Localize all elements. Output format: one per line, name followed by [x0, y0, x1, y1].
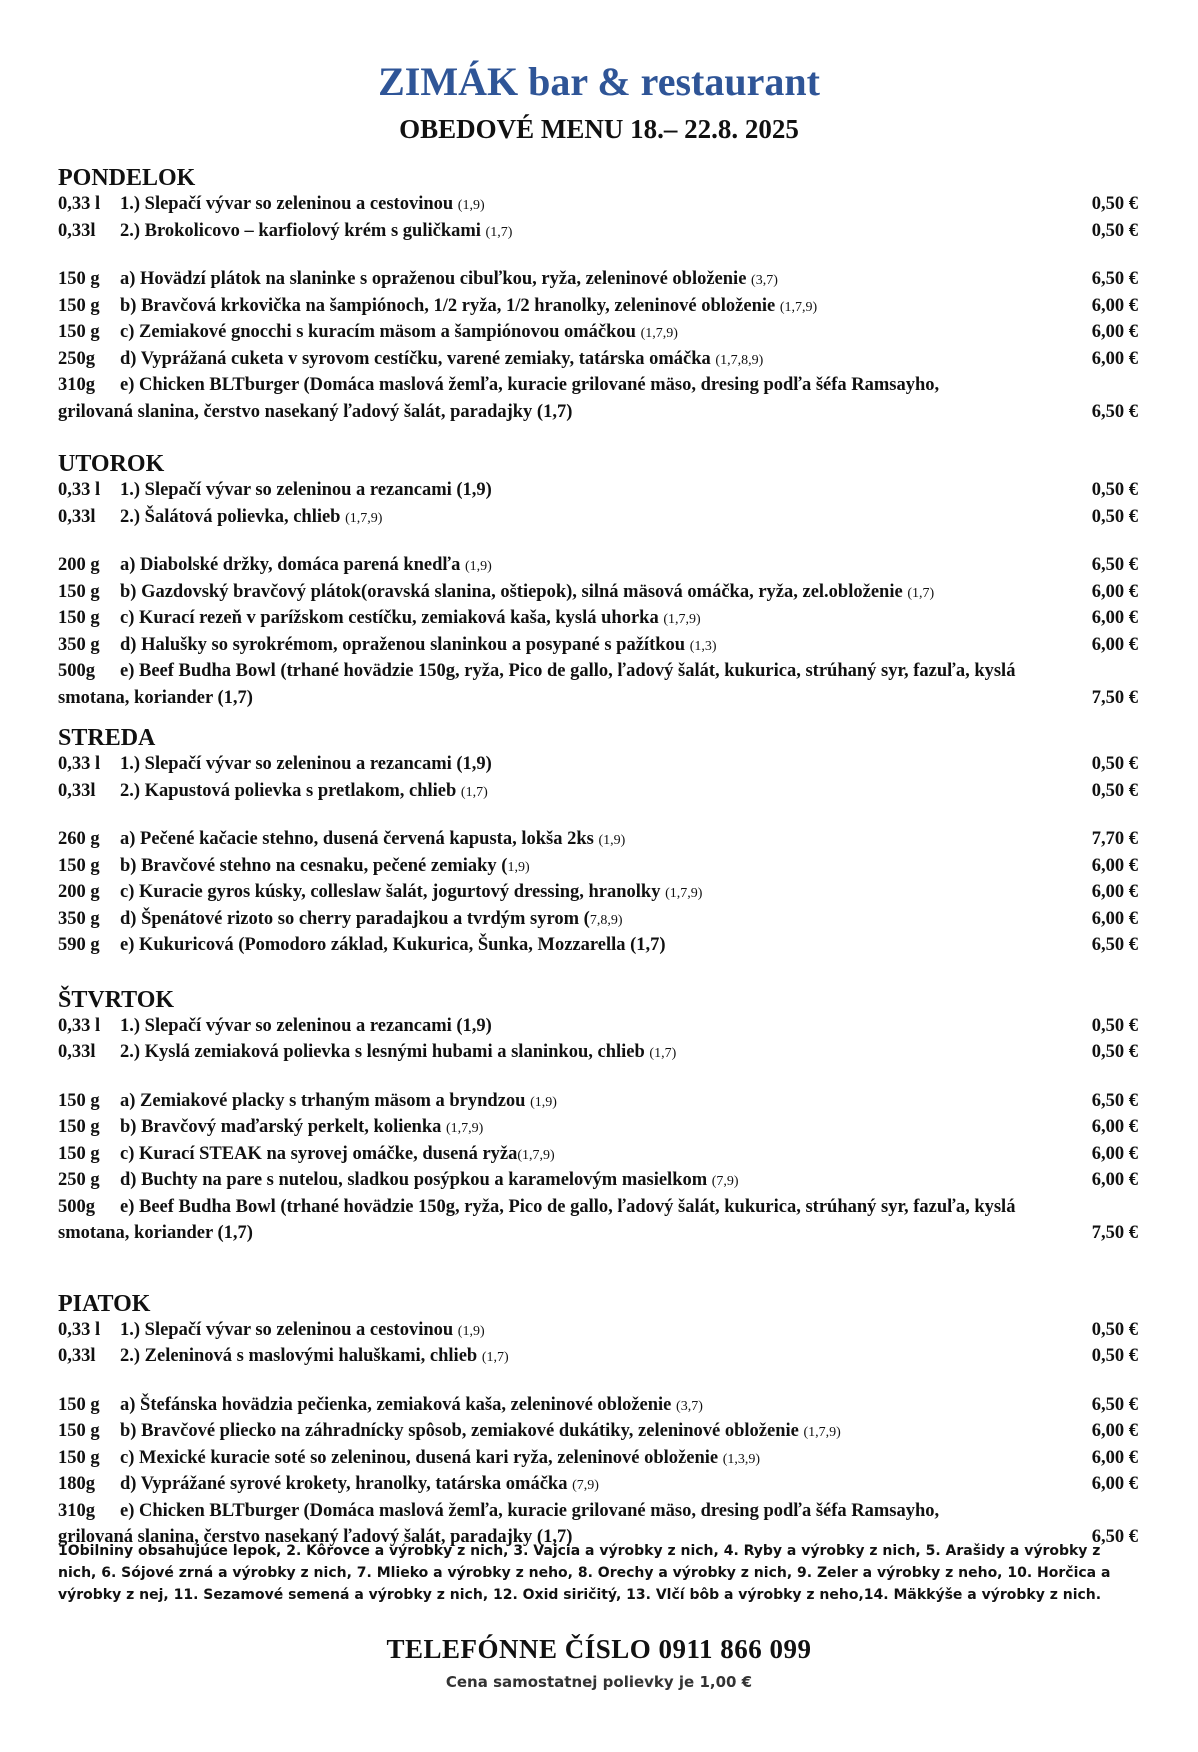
allergen-codes: (3,7) [676, 1398, 703, 1414]
dish-text: e) Kukuricová (Pomodoro základ, Kukurica, Šunka, Mozzarella (1,7) [120, 935, 666, 955]
soup-item [58, 1014, 1138, 1041]
main-dish-item [58, 1393, 1138, 1420]
weekly-menu [58, 164, 1138, 1576]
day-section [58, 1290, 1138, 1550]
main-dish-item [58, 1115, 1138, 1142]
main-dish-item [58, 1195, 1138, 1222]
dish-text: 1.) Slepačí vývar so zeleninou a cestovinou [120, 1319, 458, 1340]
dish-text: e) Chicken BLTburger (Domáca maslová žemľa, kuracie grilované mäso, dresing podľa šéfa Ramsayho, [120, 375, 940, 395]
dish-price: 0,50 € [1091, 1346, 1138, 1366]
dish-name [120, 633, 1082, 660]
dish-text: e) Chicken BLTburger (Domáca maslová žemľa, kuracie grilované mäso, dresing podľa šéfa Ramsayho, [120, 1500, 940, 1521]
dish-price: 6,00 € [1091, 1474, 1138, 1494]
allergen-codes: 1,9) [507, 859, 530, 875]
dish-name [120, 1168, 1082, 1195]
main-dish-item [58, 1168, 1138, 1195]
portion-size: 0,33l [58, 780, 96, 801]
allergen-codes: (1,7,9) [345, 510, 383, 526]
allergen-codes: (1,9) [464, 559, 492, 574]
portion-size: 590 g [58, 935, 100, 955]
dish-name [120, 1344, 1082, 1371]
dish-text: b) Bravčové pliecko na záhradnícky spôsob, zemiakové dukátiky, zeleninové obloženie [120, 1421, 804, 1441]
allergen-codes: (1,9) [530, 1094, 557, 1110]
dish-text: 2.) Zeleninová s maslovými haluškami, chlieb [120, 1346, 482, 1366]
dish-price: 0,50 € [1091, 480, 1138, 500]
portion-size: 0,33l [58, 1346, 96, 1366]
allergen-codes: 7,8,9) [589, 912, 623, 928]
allergen-codes: (7,9) [572, 1478, 599, 1493]
main-dish-item [58, 373, 1138, 400]
dish-price: 0,50 € [1091, 1319, 1138, 1340]
dish-name [120, 478, 1082, 505]
dish-price: 0,50 € [1091, 780, 1138, 801]
dish-price: 6,50 € [1091, 935, 1138, 955]
portion-size: 0,33 l [58, 1015, 101, 1036]
dish-name [120, 1446, 1082, 1473]
soup-item [58, 752, 1138, 779]
allergen-codes: (1,7,8,9) [715, 352, 764, 368]
dish-name [120, 1142, 1082, 1169]
dish-text: 2.) Kyslá zemiaková polievka s lesnými hubami a slaninkou, chlieb [120, 1042, 650, 1062]
section-spacer [58, 531, 1138, 553]
main-dish-item [58, 1499, 1138, 1526]
soup-item [58, 1318, 1138, 1345]
allergen-codes: (1,7) [907, 585, 935, 601]
dish-text-continued: smotana, koriander (1,7) [58, 1223, 253, 1243]
main-dish-item [58, 1089, 1138, 1116]
dish-price: 6,00 € [1091, 348, 1138, 369]
day-section [58, 164, 1138, 424]
portion-size: 500g [58, 661, 95, 681]
soup-item [58, 219, 1138, 246]
dish-name [120, 779, 1082, 806]
portion-size: 260 g [58, 829, 100, 849]
allergen-codes: (1,7,9) [517, 1147, 555, 1163]
main-dish-item [58, 659, 1138, 686]
main-dish-item [58, 294, 1138, 321]
portion-size: 180g [58, 1474, 95, 1494]
main-dish-item [58, 854, 1138, 881]
soup-item [58, 192, 1138, 219]
portion-size: 150 g [58, 269, 100, 289]
dish-price: 7,50 € [1091, 1223, 1138, 1243]
section-spacer [58, 1067, 1138, 1089]
dish-name [120, 267, 1082, 294]
phone-number: TELEFÓNNE ČÍSLO 0911 866 099 [386, 1634, 812, 1664]
soup-price-note: Cena samostatnej polievky je 1,00 € [445, 1673, 753, 1691]
day-name: STREDA [58, 725, 156, 751]
dish-text: c) Kuracie gyros kúsky, colleslaw šalát, jogurtový dressing, hranolky [120, 882, 666, 902]
portion-size: 150 g [58, 1421, 100, 1441]
soup-item [58, 779, 1138, 806]
allergen-codes: (1,7) [649, 1046, 677, 1061]
main-dish-item [58, 347, 1138, 374]
portion-size: 350 g [58, 634, 100, 655]
main-dish-item [58, 633, 1138, 660]
dish-text: a) Hovädzí plátok na slaninke s opraženou cibuľkou, ryža, zeleninové obloženie [120, 269, 752, 289]
allergen-codes: (1,7,9) [779, 299, 818, 315]
portion-size: 150 g [58, 1447, 100, 1468]
dish-name [120, 192, 1082, 219]
dish-price: 6,00 € [1091, 1421, 1138, 1441]
dish-continuation [58, 400, 1138, 425]
dish-price: 0,50 € [1091, 220, 1138, 241]
dish-text: d) Vyprážané syrové krokety, hranolky, tatárska omáčka [120, 1474, 573, 1494]
dish-price: 6,00 € [1091, 1117, 1138, 1137]
allergens-legend: 1Obilniny obsahujúce lepok, 2. Kôrovce a výrobky z nich, 3. Vajcia a výrobky z nich, 4. Ryby a výrobky z nich, 5. Arašidy a výrobky z nich, 6. Sójové zrná a výrobky z nich, 7. Mlieko a výrobky z neho, 8. Orechy a výrobky z nich, 9. Zeler a výrobky z neho, 10. Horčica a výrobky z nej, 11. Sezamové semená a výrobky z nich, 12. Oxid siričitý, 13. Vlčí bôb a výrobky z neho,14. Mäkkýše a výrobky z nich. [58, 1543, 1111, 1603]
dish-text: c) Kurací STEAK na syrovej omáčke, dusená ryža [120, 1143, 518, 1164]
dish-name [120, 219, 1082, 246]
dish-name [120, 1499, 1138, 1526]
dish-name [120, 294, 1082, 321]
main-dish-item [58, 553, 1138, 580]
portion-size: 150 g [58, 1090, 100, 1111]
portion-size: 150 g [58, 1394, 100, 1415]
dish-price: 6,50 € [1091, 1394, 1138, 1415]
dish-continuation [58, 1221, 1138, 1246]
dish-price: 6,50 € [1091, 269, 1138, 289]
day-name: PIATOK [58, 1290, 151, 1317]
dish-name [120, 880, 1082, 907]
allergen-codes: (7,9) [711, 1174, 739, 1189]
dish-continuation [58, 686, 1138, 711]
portion-size: 150 g [58, 1117, 100, 1137]
dish-name [120, 1472, 1082, 1499]
portion-size: 0,33l [58, 1042, 96, 1062]
dish-price: 6,50 € [1091, 555, 1138, 575]
main-dish-item [58, 933, 1138, 960]
main-dish-item [58, 1472, 1138, 1499]
dish-text: 2.) Kapustová polievka s pretlakom, chlieb [120, 780, 461, 801]
dish-name [120, 933, 1082, 960]
main-dish-item [58, 1419, 1138, 1446]
dish-text: 1.) Slepačí vývar so zeleninou a rezancami (1,9) [120, 754, 492, 774]
portion-size: 350 g [58, 908, 100, 929]
dish-price: 6,00 € [1091, 1170, 1138, 1190]
dish-price: 6,00 € [1091, 581, 1138, 602]
day-name: PONDELOK [58, 165, 196, 191]
dish-price: 7,70 € [1091, 829, 1138, 849]
portion-size: 0,33l [58, 220, 96, 241]
day-section [58, 986, 1138, 1246]
main-dish-item [58, 827, 1138, 854]
section-spacer [58, 1371, 1138, 1393]
dish-price: 6,50 € [1091, 1090, 1138, 1111]
restaurant-title: ZIMÁK bar & restaurant [378, 59, 820, 104]
allergen-codes: (1,7,9) [665, 886, 703, 901]
dish-price: 6,00 € [1091, 608, 1138, 628]
portion-size: 0,33 l [58, 754, 101, 774]
portion-size: 150 g [58, 1143, 100, 1164]
dish-text: d) Halušky so syrokrémom, opraženou slaninkou a posypané s pažítkou [120, 634, 690, 655]
dish-name [120, 1393, 1082, 1420]
soup-item [58, 1344, 1138, 1371]
dish-text: a) Pečené kačacie stehno, dusená červená kapusta, lokša 2ks [120, 829, 599, 849]
main-dish-item [58, 1446, 1138, 1473]
dish-text: d) Buchty na pare s nutelou, sladkou posýpkou a karamelovým masielkom [120, 1170, 712, 1190]
dish-text-continued: grilovaná slanina, čerstvo nasekaný ľadový šalát, paradajky (1,7) [58, 1527, 573, 1547]
day-name: ŠTVRTOK [58, 986, 175, 1013]
dish-price: 0,50 € [1091, 1042, 1138, 1062]
portion-size: 150 g [58, 581, 100, 602]
dish-price: 7,50 € [1091, 687, 1138, 708]
dish-price: 6,00 € [1091, 1143, 1138, 1164]
dish-name [120, 1115, 1082, 1142]
day-section [58, 450, 1138, 710]
dish-text: b) Bravčový maďarský perkelt, kolienka [120, 1117, 447, 1137]
allergen-codes: (1,9) [457, 1323, 485, 1339]
allergen-codes: (1,7) [485, 224, 513, 240]
dish-price: 6,00 € [1091, 634, 1138, 655]
portion-size: 150 g [58, 322, 100, 342]
dish-price: 0,50 € [1091, 194, 1138, 214]
dish-name [120, 580, 1082, 607]
dish-name [120, 1318, 1082, 1345]
dish-price: 0,50 € [1091, 754, 1138, 774]
dish-text: 1.) Slepačí vývar so zeleninou a cestovinou [120, 194, 458, 214]
dish-name [120, 827, 1082, 854]
dish-price: 6,50 € [1091, 401, 1138, 422]
dish-name [120, 752, 1082, 779]
dish-name [120, 854, 1082, 881]
portion-size: 200 g [58, 882, 100, 902]
allergen-codes: (1,7,9) [803, 1425, 841, 1440]
dish-text: 1.) Slepačí vývar so zeleninou a rezancami (1,9) [120, 480, 492, 500]
portion-size: 310g [58, 375, 95, 395]
portion-size: 500g [58, 1196, 95, 1217]
allergen-codes: (1,7) [460, 784, 488, 800]
portion-size: 250g [58, 348, 95, 369]
dish-text: 2.) Šalátová polievka, chlieb [120, 506, 346, 527]
dish-name [120, 1195, 1138, 1222]
dish-price: 6,00 € [1091, 855, 1138, 876]
dish-text-continued: smotana, koriander (1,7) [58, 687, 253, 708]
dish-price: 6,00 € [1091, 295, 1138, 316]
portion-size: 150 g [58, 855, 100, 876]
portion-size: 0,33l [58, 506, 96, 527]
dish-price: 6,50 € [1091, 1527, 1138, 1547]
menu-subtitle: OBEDOVÉ MENU 18.– 22.8. 2025 [399, 114, 799, 144]
day-name: UTOROK [58, 451, 165, 477]
dish-text: 2.) Brokolicovo – karfiolový krém s guličkami [120, 220, 486, 241]
day-section [58, 724, 1138, 960]
main-dish-item [58, 880, 1138, 907]
main-dish-item [58, 1142, 1138, 1169]
dish-name [120, 1040, 1082, 1067]
soup-item [58, 505, 1138, 532]
dish-text: c) Kurací rezeň v parížskom cestíčku, zemiaková kaša, kyslá uhorka [120, 608, 664, 628]
dish-text: b) Gazdovský bravčový plátok(oravská slanina, oštiepok), silná mäsová omáčka, ryža, zel.obloženie [120, 581, 908, 602]
dish-name [120, 1014, 1082, 1041]
portion-size: 150 g [58, 295, 100, 316]
dish-name [120, 505, 1082, 532]
dish-price: 0,50 € [1091, 1015, 1138, 1036]
dish-name [120, 347, 1082, 374]
dish-text: a) Diabolské držky, domáca parená knedľa [120, 555, 465, 575]
portion-size: 0,33 l [58, 480, 101, 500]
main-dish-item [58, 320, 1138, 347]
main-dish-item [58, 267, 1138, 294]
allergen-codes: (1,7,9) [446, 1121, 484, 1136]
dish-text: b) Bravčová krkovička na šampiónoch, 1/2 ryža, 1/2 hranolky, zeleninové obloženie [120, 295, 780, 316]
portion-size: 0,33 l [58, 194, 101, 214]
dish-text: 1.) Slepačí vývar so zeleninou a rezancami (1,9) [120, 1015, 492, 1036]
dish-name [120, 1089, 1082, 1116]
allergen-codes: (1,7,9) [640, 326, 678, 341]
dish-text: a) Zemiakové placky s trhaným mäsom a bryndzou [120, 1090, 531, 1111]
section-spacer [58, 245, 1138, 267]
dish-price: 6,00 € [1091, 908, 1138, 929]
dish-name [120, 907, 1082, 934]
dish-name [120, 373, 1138, 400]
allergen-codes: (3,7) [751, 273, 778, 288]
allergen-codes: (1,7) [481, 1350, 509, 1365]
dish-text: d) Špenátové rizoto so cherry paradajkou a tvrdým syrom ( [120, 908, 590, 929]
portion-size: 310g [58, 1500, 95, 1521]
dish-price: 6,00 € [1091, 882, 1138, 902]
portion-size: 0,33 l [58, 1319, 101, 1340]
allergen-codes: (1,3) [689, 638, 717, 654]
allergen-codes: (1,3,9) [722, 1451, 761, 1467]
soup-item [58, 478, 1138, 505]
allergen-codes: (1,9) [598, 833, 626, 848]
dish-name [120, 320, 1082, 347]
portion-size: 250 g [58, 1170, 100, 1190]
dish-text-continued: grilovaná slanina, čerstvo nasekaný ľadový šalát, paradajky (1,7) [58, 401, 573, 422]
dish-name [120, 606, 1082, 633]
portion-size: 200 g [58, 555, 100, 575]
dish-price: 6,00 € [1091, 1447, 1138, 1468]
dish-name [120, 659, 1138, 686]
dish-text: e) Beef Budha Bowl (trhané hovädzie 150g, ryža, Pico de gallo, ľadový šalát, kukurica, strúhaný syr, fazuľa, kyslá [120, 1196, 1016, 1217]
dish-name [120, 1419, 1082, 1446]
allergen-codes: (1,9) [457, 198, 485, 213]
dish-text: e) Beef Budha Bowl (trhané hovädzie 150g, ryža, Pico de gallo, ľadový šalát, kukurica, strúhaný syr, fazuľa, kyslá [120, 661, 1016, 681]
main-dish-item [58, 606, 1138, 633]
dish-price: 0,50 € [1091, 506, 1138, 527]
section-spacer [58, 805, 1138, 827]
portion-size: 150 g [58, 608, 100, 628]
dish-text: b) Bravčové stehno na cesnaku, pečené zemiaky ( [120, 855, 508, 876]
dish-text: a) Štefánska hovädzia pečienka, zemiaková kaša, zeleninové obloženie [120, 1394, 677, 1415]
allergen-codes: (1,7,9) [663, 612, 701, 627]
dish-price: 6,00 € [1091, 322, 1138, 342]
main-dish-item [58, 907, 1138, 934]
dish-text: c) Zemiakové gnocchi s kuracím mäsom a šampiónovou omáčkou [120, 322, 641, 342]
soup-item [58, 1040, 1138, 1067]
dish-text: c) Mexické kuracie soté so zeleninou, dusená kari ryža, zeleninové obloženie [120, 1447, 723, 1468]
dish-name [120, 553, 1082, 580]
main-dish-item [58, 580, 1138, 607]
dish-text: d) Vyprážaná cuketa v syrovom cestíčku, varené zemiaky, tatárska omáčka [120, 348, 716, 369]
